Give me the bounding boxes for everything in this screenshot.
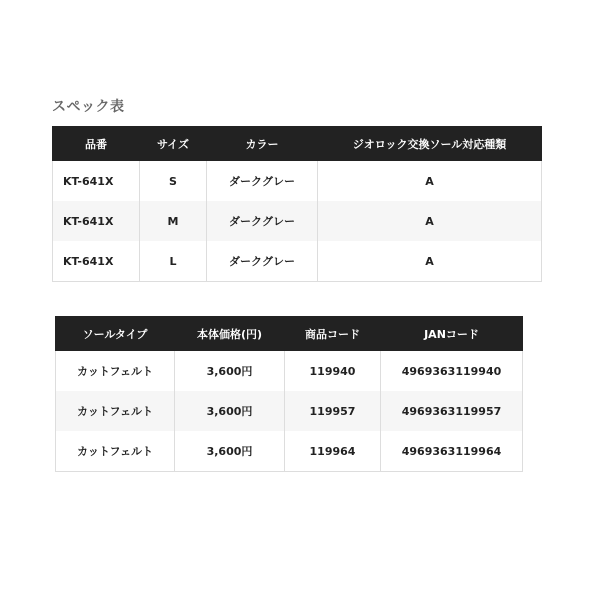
cell-part-number: KT-641X <box>53 201 140 241</box>
cell-color: ダークグレー <box>207 241 318 282</box>
cell-size: S <box>140 161 207 202</box>
table-row <box>56 351 523 392</box>
cell-color: ダークグレー <box>207 161 318 202</box>
table-header-row <box>53 127 542 161</box>
header-jan-code: JANコード <box>381 317 523 351</box>
cell-product-code: 119957 <box>285 391 381 431</box>
header-size: サイズ <box>140 127 207 161</box>
header-color: カラー <box>207 127 318 161</box>
table-row <box>56 431 523 472</box>
header-price: 本体価格(円) <box>175 317 285 351</box>
cell-sole-compat: A <box>318 161 542 202</box>
cell-product-code: 119940 <box>285 351 381 392</box>
cell-jan-code: 4969363119964 <box>381 431 523 472</box>
table-row <box>53 241 542 282</box>
header-part-number: 品番 <box>53 127 140 161</box>
section-title: スペック表 <box>52 99 125 115</box>
table-row <box>53 161 542 202</box>
header-product-code: 商品コード <box>285 317 381 351</box>
table-row <box>53 201 542 241</box>
cell-size: M <box>140 201 207 241</box>
cell-price: 3,600円 <box>175 431 285 472</box>
cell-sole-type: カットフェルト <box>56 391 175 431</box>
cell-part-number: KT-641X <box>53 161 140 202</box>
cell-jan-code: 4969363119940 <box>381 351 523 392</box>
header-sole-compat: ジオロック交換ソール対応種類 <box>318 127 542 161</box>
cell-sole-compat: A <box>318 241 542 282</box>
cell-jan-code: 4969363119957 <box>381 391 523 431</box>
cell-product-code: 119964 <box>285 431 381 472</box>
header-sole-type: ソールタイプ <box>56 317 175 351</box>
cell-part-number: KT-641X <box>53 241 140 282</box>
cell-price: 3,600円 <box>175 391 285 431</box>
table-header-row <box>56 317 523 351</box>
cell-sole-type: カットフェルト <box>56 351 175 392</box>
cell-sole-type: カットフェルト <box>56 431 175 472</box>
cell-color: ダークグレー <box>207 201 318 241</box>
cell-size: L <box>140 241 207 282</box>
cell-sole-compat: A <box>318 201 542 241</box>
cell-price: 3,600円 <box>175 351 285 392</box>
spec-table-model <box>52 126 542 282</box>
spec-table-price <box>55 316 523 472</box>
table-row <box>56 391 523 431</box>
